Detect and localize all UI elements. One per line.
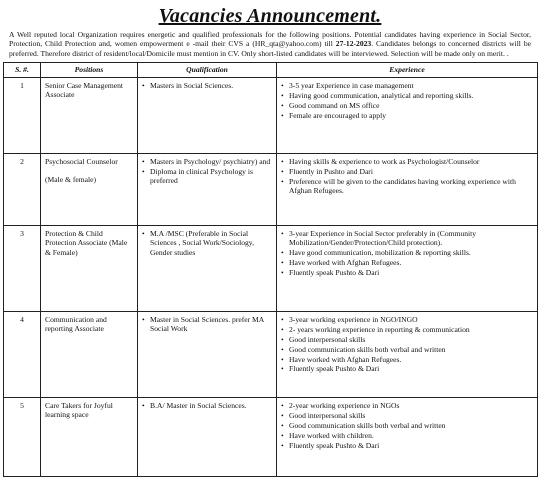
serial-number: 1 bbox=[4, 77, 41, 153]
qualification-list bbox=[142, 157, 272, 186]
page-title: Vacancies Announcement. bbox=[158, 5, 382, 27]
position-title: Protection & Child Protection Associate (Male & Female) bbox=[45, 228, 128, 257]
table-body bbox=[4, 77, 538, 476]
experience-cell bbox=[277, 225, 538, 311]
experience-cell bbox=[277, 397, 538, 476]
experience-item: • Good communication skills both verbal and written bbox=[281, 421, 533, 430]
qualification-item: • Masters in Psychology/ psychiatry) and bbox=[142, 157, 272, 166]
qualification-cell bbox=[138, 225, 277, 311]
experience-item: • Good communication skills both verbal and written bbox=[281, 345, 533, 354]
qualification-list bbox=[142, 229, 272, 257]
intro-paragraph bbox=[9, 30, 531, 58]
experience-list bbox=[281, 157, 533, 196]
experience-item: • Have worked with children. bbox=[281, 431, 533, 440]
qualification-cell bbox=[138, 397, 277, 476]
experience-item: • Have good communication, mobilization & reporting skills. bbox=[281, 248, 533, 257]
position-title: Senior Case Management Associate bbox=[45, 80, 124, 100]
experience-item: • Good command on MS office bbox=[281, 101, 533, 110]
table-row bbox=[4, 153, 538, 225]
table-row bbox=[4, 225, 538, 311]
experience-cell bbox=[277, 153, 538, 225]
experience-item: • 2- years working experience in reporting & communication bbox=[281, 325, 533, 334]
qualification-cell bbox=[138, 153, 277, 225]
experience-cell bbox=[277, 77, 538, 153]
experience-item: • 3-year working experience in NGO/INGO bbox=[281, 315, 533, 324]
serial-number: 4 bbox=[4, 311, 41, 397]
qualification-item: • M.A /MSC (Preferable in Social Sciences , Social Work/Sociology, Gender studies bbox=[142, 229, 272, 257]
table-row bbox=[4, 77, 538, 153]
experience-item: • Fluently speak Pushto & Dari bbox=[281, 441, 533, 450]
vacancies-table bbox=[3, 62, 538, 477]
serial-number: 5 bbox=[4, 397, 41, 476]
position-cell bbox=[41, 153, 138, 225]
experience-item: • 2-year working experience in NGOs bbox=[281, 401, 533, 410]
position-cell bbox=[41, 397, 138, 476]
qualification-cell bbox=[138, 77, 277, 153]
qualification-list bbox=[142, 315, 272, 334]
experience-item: • Have worked with Afghan Refugees. bbox=[281, 258, 533, 267]
experience-list bbox=[281, 315, 533, 374]
experience-item: • Preference will be given to the candidates having working experience with Afghan Refugees. bbox=[281, 177, 533, 196]
experience-item: • Good interpersonal skills bbox=[281, 335, 533, 344]
experience-item: • Good interpersonal skills bbox=[281, 411, 533, 420]
experience-item: • Have worked with Afghan Refugees. bbox=[281, 355, 533, 364]
table-header-row bbox=[4, 62, 538, 77]
experience-list bbox=[281, 401, 533, 450]
experience-item: • Having skills & experience to work as Psychologist/Counselor bbox=[281, 157, 533, 166]
qualification-item: • Master in Social Sciences. prefer MA Social Work bbox=[142, 315, 272, 334]
qualification-item: • Diploma in clinical Psychology is preferred bbox=[142, 167, 272, 186]
position-cell bbox=[41, 77, 138, 153]
qualification-list bbox=[142, 81, 272, 90]
table-row bbox=[4, 397, 538, 476]
intro-text-1: A Well reputed local Organization requires energetic and qualified professionals for the following positions. Potential candidates having experience in Social Sector, Protection, Child Protection and, women empowerment e -mail their CVS a (HR_qta@yahoo.com) till bbox=[9, 30, 531, 49]
intro-text-2: . Candidates belongs to concerned districts will be preferred. Therefore district of resident/local/Domicile must mention in CV. Only short-listed candidates will be interviewed. Selection will be made only on merit. . bbox=[9, 39, 531, 58]
table-row bbox=[4, 311, 538, 397]
experience-item: • Female are encouraged to apply bbox=[281, 111, 533, 120]
serial-number: 3 bbox=[4, 225, 41, 311]
position-title: Care Takers for Joyful learning space bbox=[45, 400, 113, 420]
experience-item: • Fluently speak Pushto & Dari bbox=[281, 268, 533, 277]
position-cell bbox=[41, 311, 138, 397]
header-experience: Experience bbox=[277, 62, 538, 77]
qualification-list bbox=[142, 401, 272, 410]
header-qualification: Qualification bbox=[138, 62, 277, 77]
header-sno: S. #. bbox=[4, 62, 41, 77]
experience-cell bbox=[277, 311, 538, 397]
experience-list bbox=[281, 81, 533, 120]
header-positions: Positions bbox=[41, 62, 138, 77]
experience-item: • 3-5 year Experience in case management bbox=[281, 81, 533, 90]
qualification-item: • B.A/ Master in Social Sciences. bbox=[142, 401, 272, 410]
position-gender-note: (Male & female) bbox=[45, 175, 97, 185]
qualification-cell bbox=[138, 311, 277, 397]
position-cell bbox=[41, 225, 138, 311]
experience-item: • 3-year Experience in Social Sector preferably in (Community Mobilization/Gender/Protection/Child protection). bbox=[281, 229, 533, 248]
position-title: Communication and reporting Associate bbox=[45, 314, 107, 334]
position-title: Psychosocial Counselor bbox=[45, 156, 118, 166]
serial-number: 2 bbox=[4, 153, 41, 225]
experience-item: • Having good communication, analytical and reporting skills. bbox=[281, 91, 533, 100]
experience-item: • Fluently in Pushto and Dari bbox=[281, 167, 533, 176]
qualification-item: • Masters in Social Sciences. bbox=[142, 81, 272, 90]
deadline-date: 27-12-2023 bbox=[335, 39, 372, 49]
experience-item: • Fluently speak Pushto & Dari bbox=[281, 364, 533, 373]
experience-list bbox=[281, 229, 533, 278]
